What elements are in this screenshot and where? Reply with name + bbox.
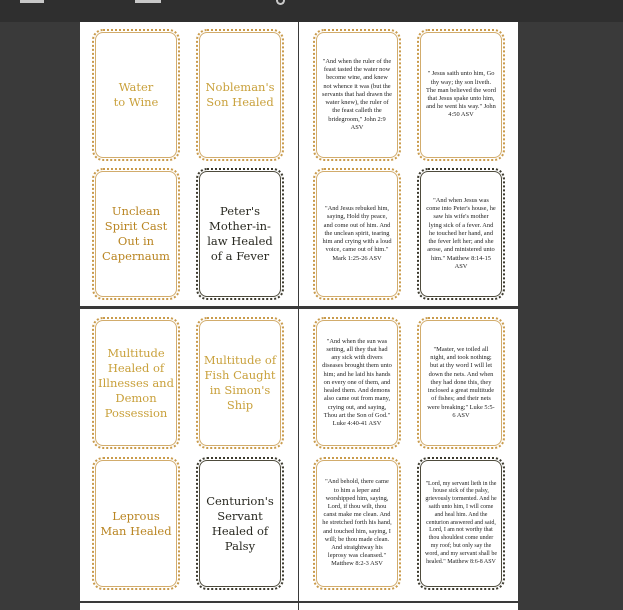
verse-text: " Jesus saith unto him, Go thy way; thy son liveth. The man believed the word that Jesus spake unto him, and he went his way." John 4:50 ASV — [426, 70, 496, 119]
card-unclean-spirit — [92, 168, 180, 300]
verse-text: "And when Jesus was come into Peter's house, he saw his wife's mother lying sick of a fever. And he touched her hand, and the fever left her; and she arose, and ministered unto him." Matthew 8:14-15 ASV — [426, 197, 496, 270]
page-bottom-right — [299, 309, 518, 601]
card-verse-matthew-8-14 — [417, 168, 505, 300]
card-title: Peter's Mother-in-law Healed of a Fever — [207, 204, 273, 263]
verse-text: "Lord, my servant lieth in the house sick of the palsy, grievously tormented. And he saith unto him, I will come and heal him. And the centurion answered and said, Lord, I am not worthy that thou shouldest come under my roof; but only say the word, and my servant shall be healed." Matthew 8:6-8 ASV — [425, 480, 497, 565]
card-multitude-fish — [196, 317, 284, 449]
card-title: Water to Wine — [113, 80, 159, 109]
card-peters-mother — [196, 168, 284, 300]
card-centurions-servant — [196, 457, 284, 590]
settings-icon[interactable] — [276, 0, 285, 5]
page-top-left — [80, 22, 298, 306]
verse-text: "And behold, there came to him a leper and worshipped him, saying, Lord, if thou wilt, thou canst make me clean. And he stretched forth his hand, and touched him, saying, I will; be thou made clean. And straightway his leprosy was cleansed." Matthew 8:2-3 ASV — [322, 478, 392, 568]
card-title: Multitude of Fish Caught in Simon's Ship — [203, 353, 277, 412]
card-title: Nobleman's Son Healed — [205, 80, 275, 109]
page-bottom-left — [80, 309, 298, 601]
card-verse-john-4-50 — [417, 29, 505, 161]
menu-icon[interactable] — [20, 0, 44, 3]
card-verse-matthew-8-6 — [417, 457, 505, 590]
card-title: Unclean Spirit Cast Out in Capernaum — [102, 204, 170, 263]
card-verse-luke-4-40 — [313, 317, 401, 449]
page-next-left — [80, 603, 298, 610]
card-leprous-man — [92, 457, 180, 590]
card-verse-john-2-9 — [313, 29, 401, 161]
card-title: Leprous Man Healed — [100, 508, 172, 538]
card-title: Centurion's Servant Healed of Palsy — [206, 493, 274, 553]
card-verse-mark-1-25 — [313, 168, 401, 300]
page-next-right — [299, 603, 518, 610]
page-top-right — [299, 22, 518, 306]
verse-text: "And when the sun was setting, all they that had any sick with divers diseases brought them unto him; and he laid his hands on every one of them, and healed them. And demons also came out from many, crying out, and saying, Thou art the Son of God." Luke 4:40-41 ASV — [322, 337, 392, 427]
card-water-to-wine — [92, 29, 180, 161]
verse-text: "And when the ruler of the feast tasted the water now become wine, and knew not whence it was (but the servants that had drawn the water knew), the ruler of the feast calleth the bridegroom," John 2:9 ASV — [322, 58, 392, 131]
card-noblemans-son — [196, 29, 284, 161]
card-multitude-healed — [92, 317, 180, 449]
page-icon[interactable] — [135, 0, 161, 3]
verse-text: "And Jesus rebuked him, saying, Hold thy peace, and come out of him. And the unclean spirit, tearing him and crying with a loud voice, came out of him." Mark 1:25-26 ASV — [322, 205, 392, 262]
card-verse-luke-5-5 — [417, 317, 505, 449]
viewer-toolbar — [0, 0, 623, 22]
verse-text: "Master, we toiled all night, and took nothing; but at thy word I will let down the nets. And when they had done this, they inclosed a great multitude of fishes; and their nets were breaking;" Luke 5:5-6 ASV — [427, 346, 495, 419]
card-title: Multitude Healed of Illnesses and Demon Possession — [98, 345, 174, 420]
card-verse-matthew-8-2 — [313, 457, 401, 590]
